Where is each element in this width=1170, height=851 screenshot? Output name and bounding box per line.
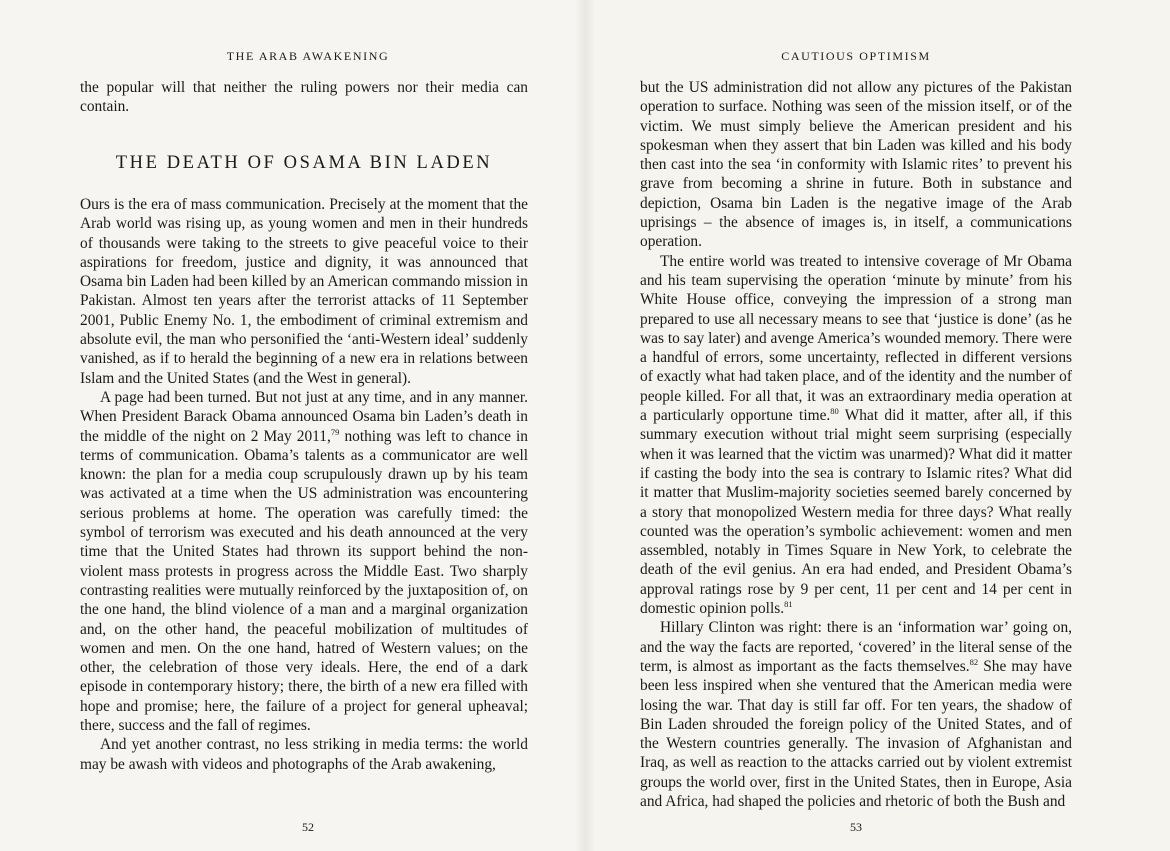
text-run: Hillary Clinton was right: there is an ‘information war’ going on, and the way the facts are reported, ‘covered’ in the literal sense of the term, is almost as important as the facts themselves. bbox=[640, 619, 1072, 675]
running-head-left: THE ARAB AWAKENING bbox=[226, 49, 390, 63]
footnote-ref[interactable]: 79 bbox=[330, 426, 340, 437]
footnote-ref[interactable]: 80 bbox=[830, 406, 839, 417]
continuation-paragraph: the popular will that neither the ruling powers nor their media can contain. bbox=[80, 79, 528, 116]
left-body-text bbox=[80, 195, 528, 774]
left-continuation-text bbox=[80, 78, 528, 117]
page-number-left: 52 bbox=[302, 820, 314, 834]
text-run: A page had been turned. But not just at any time, and in any manner. When President Barack Obama announced Osama bin Laden’s death in the middle of the night on 2 May 2011, bbox=[80, 388, 528, 445]
right-page bbox=[585, 0, 1170, 851]
right-body-text bbox=[640, 78, 1072, 811]
text-run: The entire world was treated to intensive coverage of Mr Obama and his team supervising the operation ‘minute by minute’ from his White House office, conveying the impression of a strong man prepared to use all necessary means to see that ‘justice is done’ (as he was to say later) and avenge America’s wounded memory. There were a handful of errors, some uncertainty, reflected in different versions of exactly what had taken place, and of the identity and the number of people killed. For all that, it was an extraordinary media operation at a particularly opportune time. bbox=[640, 252, 1072, 425]
running-head-right: CAUTIOUS OPTIMISM bbox=[781, 49, 931, 63]
footnote-ref[interactable]: 82 bbox=[969, 656, 979, 667]
continuation-paragraph: but the US administration did not allow any pictures of the Pakistan operation to surface. Nothing was seen of the mission itself, or of the victim. We must simply believe the American president and his spokesman when they assert that bin Laden was killed and his body then cast into the sea ‘in conformity with Islamic rites’ to prevent his grave from becoming a shrine in future. Both in substance and depiction, Osama bin Laden is the negative image of the Arab uprisings – the absence of images is, in itself, a communications operation. bbox=[640, 79, 1072, 251]
paragraph bbox=[640, 252, 1072, 619]
section-heading: THE DEATH OF OSAMA BIN LADEN bbox=[115, 153, 493, 173]
text-run: What did it matter, after all, if this summary execution without trial might seem surprising (especially when it was learned that the victim was unarmed)? What did it matter if casting the body into the sea is contrary to Islamic rites? What did it matter that Muslim-majority societies seemed barely concerned by a story that monopolized Western media for three days? What really counted was the operation’s symbolic achievement: women and men assembled, notably in Times Square in New York, to celebrate the death of the evil genius. An era had ended, and President Obama’s approval ratings rose by 9 per cent, 11 per cent and 14 per cent in domestic opinion polls. bbox=[640, 407, 1072, 618]
text-run: She may have been less inspired when she ventured that the American media were losing the war. That day is still far off. For ten years, the shadow of Bin Laden shrouded the foreign policy of the United States, and of the Western countries generally. The invasion of Afghanistan and Iraq, as well as reaction to the attacks carried out by violent extremist groups the world over, first in the United States, then in Europe, Asia and Africa, had shaped the policies and rhetoric of both the Bush and bbox=[640, 657, 1072, 810]
book-gutter bbox=[575, 0, 595, 851]
paragraph: And yet another contrast, no less striking in media terms: the world may be awash with videos and photographs of the Arab awakening, bbox=[80, 736, 528, 773]
text-run: nothing was left to chance in terms of communication. Obama’s talents as a communicator are well known: the plan for a media coup scrupulously drawn up by his team was activated at a time when the US administration was encountering serious problems at home. The operation was carefully timed: the symbol of terrorism was executed and his death announced at the very time that the United States had thrown its support behind the non-violent mass protests in progress across the Middle East. Two sharply contrasting realities were mutually reinforced by the juxtaposition of, on the one hand, the blind violence of a man and a marginal organization and, on the other hand, the peaceful mobilization of multitudes of women and men. On the one hand, hatred of Western values; on the other, the celebration of those very ideals. Here, the end of a dark episode in contemporary history; there, the birth of a new era filled with hope and promise; here, the failure of a project for general upheaval; there, success and the fall of regimes. bbox=[80, 427, 529, 735]
paragraph bbox=[640, 618, 1072, 811]
paragraph: Ours is the era of mass communication. Precisely at the moment that the Arab world was rising up, as young women and men in their hundreds of thousands were taking to the streets to give peaceful voice to their aspirations for freedom, justice and dignity, it was announced that Osama bin Laden had been killed by an American commando mission in Pakistan. Almost ten years after the terrorist attacks of 11 September 2001, Public Enemy No. 1, the embodiment of criminal extremism and absolute evil, the man who personified the ‘anti-Western ideal’ suddenly vanished, as if to herald the beginning of a new era in relations between Islam and the United States (and the West in general). bbox=[80, 196, 528, 387]
page-number-right: 53 bbox=[850, 820, 862, 834]
paragraph bbox=[80, 388, 528, 735]
footnote-ref[interactable]: 81 bbox=[784, 599, 793, 610]
